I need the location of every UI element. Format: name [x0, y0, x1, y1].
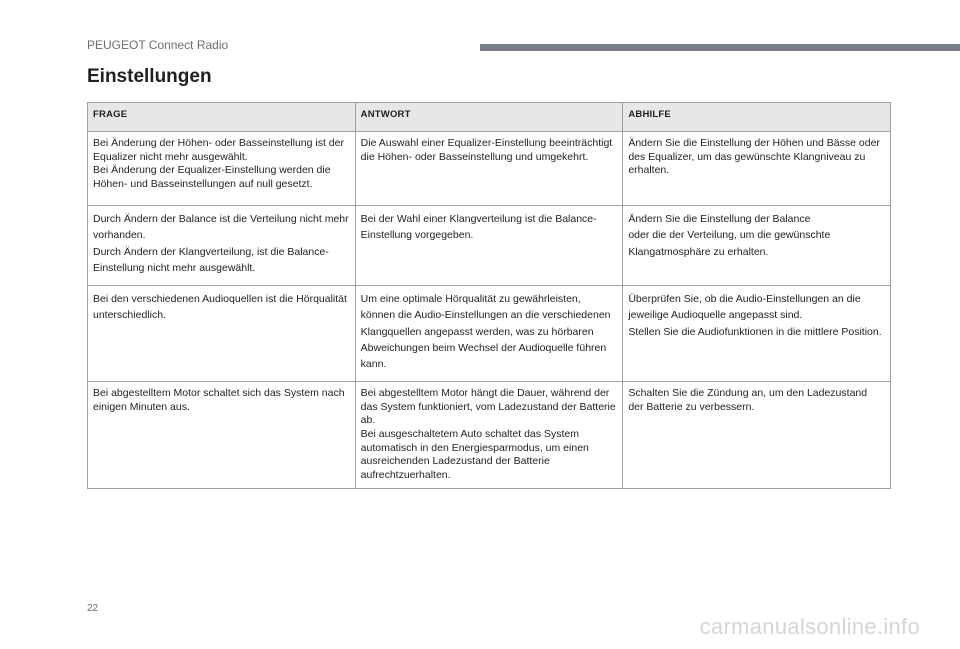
header-bar	[480, 44, 960, 51]
abhilfe-cell: Schalten Sie die Zündung an, um den Ladezustand der Batterie zu verbessern.	[623, 382, 891, 489]
table-row	[88, 382, 891, 489]
column-header-abhilfe: ABHILFE	[623, 103, 891, 132]
abhilfe-cell: Überprüfen Sie, ob die Audio-Einstellungen an die jeweilige Audioquelle angepasst sind. Stellen Sie die Audiofunktionen in die mittlere Position.	[623, 286, 891, 382]
frage-cell: Durch Ändern der Balance ist die Verteilung nicht mehr vorhanden. Durch Ändern der Klangverteilung, ist die Balance-Einstellung nicht mehr ausgewählt.	[88, 206, 356, 286]
antwort-cell: Um eine optimale Hörqualität zu gewährleisten, können die Audio-Einstellungen an die verschiedenen Klangquellen angepasst werden, was zu hörbaren Abweichungen beim Wechsel der Audioquelle führen kann.	[355, 286, 623, 382]
section-label: PEUGEOT Connect Radio	[87, 38, 229, 52]
antwort-cell: Die Auswahl einer Equalizer-Einstellung beeinträchtigt die Höhen- oder Basseinstellung und umgekehrt.	[355, 132, 623, 206]
frage-cell: Bei den verschiedenen Audioquellen ist die Hörqualität unterschiedlich.	[88, 286, 356, 382]
abhilfe-cell: Ändern Sie die Einstellung der Balance oder die der Verteilung, um die gewünschte Klangatmosphäre zu erhalten.	[623, 206, 891, 286]
frage-cell: Bei abgestelltem Motor schaltet sich das System nach einigen Minuten aus.	[88, 382, 356, 489]
table-row	[88, 132, 891, 206]
table-row	[88, 206, 891, 286]
table-row	[88, 286, 891, 382]
page-title: Einstellungen	[87, 66, 212, 87]
watermark[interactable]: carmanualsonline.info	[699, 614, 920, 639]
abhilfe-cell: Ändern Sie die Einstellung der Höhen und Bässe oder des Equalizer, um das gewünschte Klangniveau zu erhalten.	[623, 132, 891, 206]
frage-cell: Bei Änderung der Höhen- oder Basseinstellung ist der Equalizer nicht mehr ausgewählt. Bei Änderung der Equalizer-Einstellung werden die Höhen- und Basseinstellungen auf null gesetzt.	[88, 132, 356, 206]
table-header-row	[88, 103, 891, 132]
faq-table	[87, 102, 891, 489]
column-header-antwort: ANTWORT	[355, 103, 623, 132]
column-header-frage: FRAGE	[88, 103, 356, 132]
antwort-cell: Bei abgestelltem Motor hängt die Dauer, während der das System funktioniert, vom Ladezustand der Batterie ab. Bei ausgeschaltetem Auto schaltet das System automatisch in den Energiesparmodus, um einen ausreichenden Ladezustand der Batterie aufrechtzuerhalten.	[355, 382, 623, 489]
antwort-cell: Bei der Wahl einer Klangverteilung ist die Balance-Einstellung vorgegeben.	[355, 206, 623, 286]
page-number: 22	[87, 603, 99, 614]
